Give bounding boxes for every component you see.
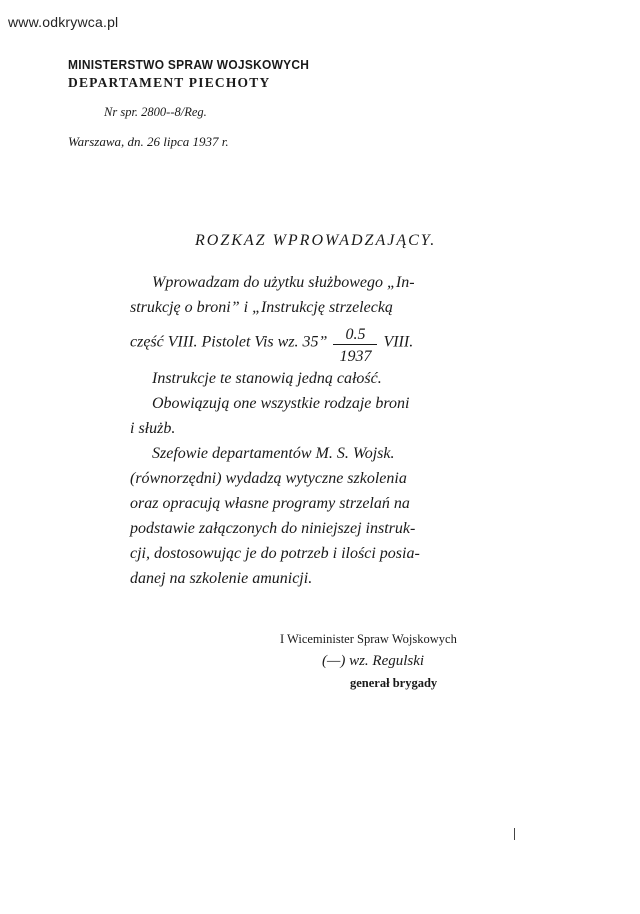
fraction-numerator: 0.5 <box>345 326 366 343</box>
letterhead <box>68 57 328 150</box>
order-body <box>130 270 545 591</box>
body-line-text: część VIII. Pistolet Vis wz. 35” <box>130 333 328 351</box>
body-line-text: VIII. <box>383 333 414 351</box>
ministry-name: MINISTERSTWO SPRAW WOJSKOWYCH <box>68 57 310 72</box>
scan-mark <box>514 828 515 840</box>
signatory-name: (—) wz. Regulski <box>322 653 425 669</box>
body-line: Instrukcje te stanowią jedną całość. <box>152 370 382 387</box>
signatory-rank: generał brygady <box>350 676 438 690</box>
department-name: DEPARTAMENT PIECHOTY <box>68 75 271 90</box>
fraction-denominator: 1937 <box>339 348 372 365</box>
body-line: danej na szkolenie amunicji. <box>130 570 313 587</box>
signature-block <box>280 632 560 691</box>
place-date: Warszawa, dn. 26 lipca 1937 r. <box>68 134 229 149</box>
body-line: i służb. <box>130 420 176 437</box>
body-line: (równorzędni) wydadzą wytyczne szkolenia <box>130 470 407 487</box>
reference-number: Nr spr. 2800--8/Reg. <box>104 105 207 119</box>
body-line-fraction <box>130 320 545 366</box>
fraction <box>333 320 377 366</box>
body-line: Obowiązują one wszystkie rodzaje broni <box>152 395 410 412</box>
body-line: oraz opracują własne programy strzelań na <box>130 495 410 512</box>
signatory-role: I Wiceminister Spraw Wojskowych <box>280 632 457 646</box>
body-line: Szefowie departamentów M. S. Wojsk. <box>152 445 395 462</box>
body-line: podstawie załączonych do niniejszej instruk- <box>130 520 416 537</box>
body-line: cji, dostosowując je do potrzeb i ilości posia- <box>130 545 420 562</box>
body-line: Wprowadzam do użytku służbowego „In- <box>152 274 415 291</box>
order-title: ROZKAZ WPROWADZAJĄCY. <box>195 232 437 249</box>
body-line: strukcję o broni” i „Instrukcję strzelecką <box>130 299 393 316</box>
watermark: www.odkrywca.pl <box>8 14 119 30</box>
